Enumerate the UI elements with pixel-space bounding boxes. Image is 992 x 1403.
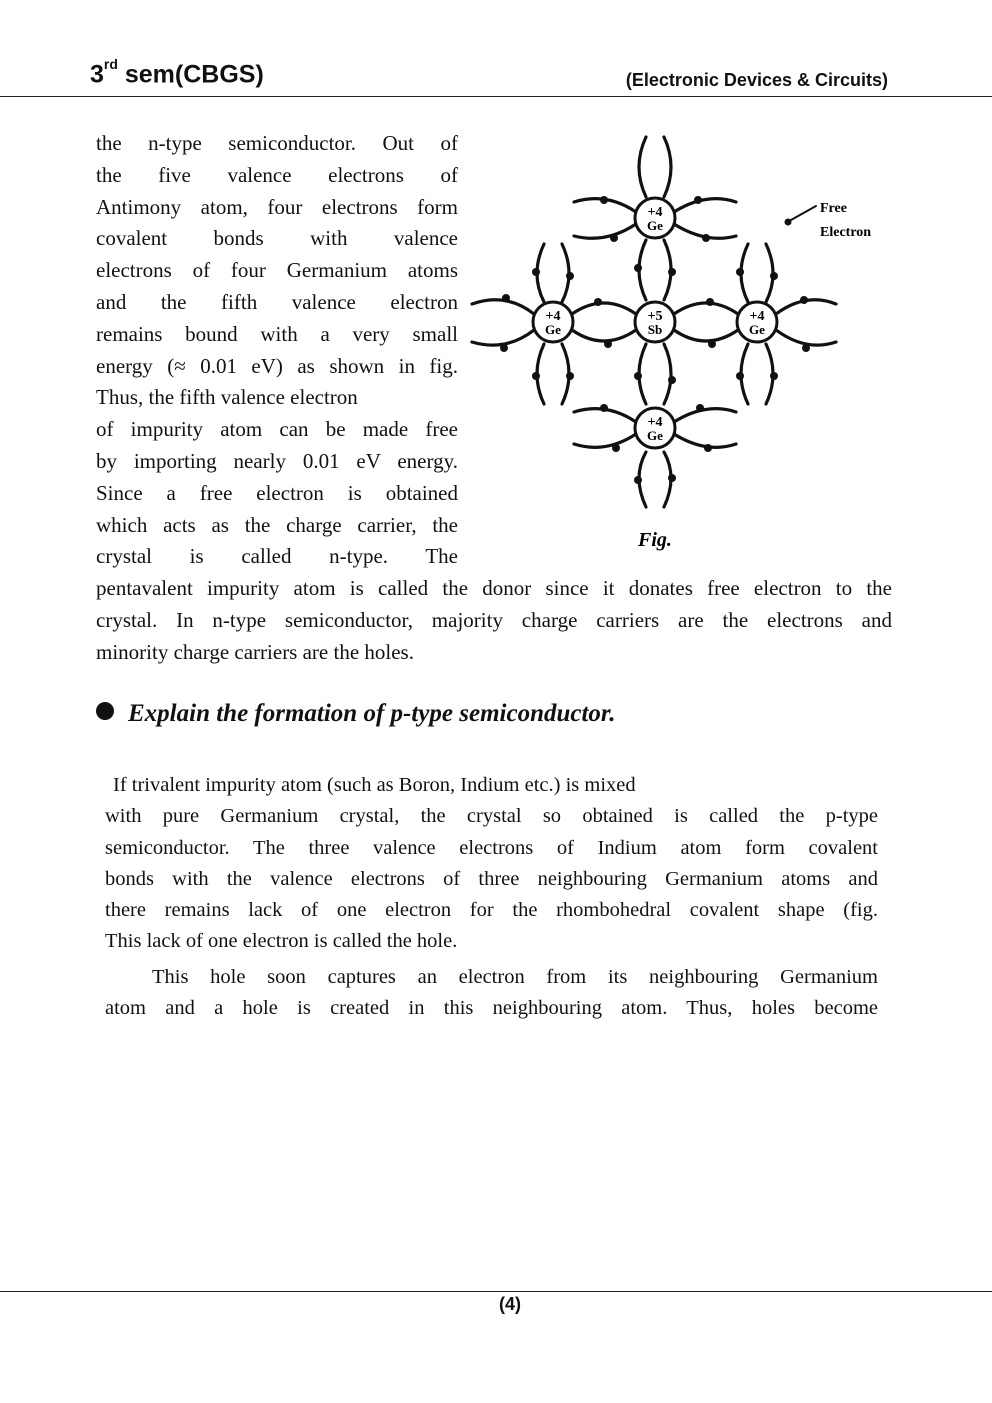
atom-center-symbol: Sb — [647, 322, 663, 337]
text-line: energy (≈ 0.01 eV) as shown in fig. — [96, 353, 458, 378]
text-line: which acts as the charge carrier, the — [96, 512, 458, 537]
atom-bottom-charge: +4 — [647, 415, 663, 430]
text-line: Thus, the fifth valence electron — [96, 385, 358, 410]
ntype-full-text — [96, 573, 892, 668]
free-electron-label-line2: Electron — [820, 225, 872, 240]
text-line: semiconductor. The three valence electrons of Indium atom form covalent — [105, 836, 878, 859]
footer-rule — [0, 1291, 992, 1292]
ptype-paragraph-2 — [105, 962, 878, 1024]
text-line: remains bound with a very small — [96, 321, 458, 346]
text-line: bonds with the valence electrons of three neighbouring Germanium atoms and — [105, 867, 878, 890]
text-line: Since a free electron is obtained — [96, 480, 458, 505]
header-subject: (Electronic Devices & Circuits) — [625, 70, 888, 90]
text-line: This lack of one electron is called the hole. — [105, 930, 458, 953]
text-line: Antimony atom, four electrons form — [96, 194, 458, 219]
atom-right-charge: +4 — [749, 309, 765, 324]
ntype-lattice-figure — [466, 132, 896, 562]
free-electron-label-line1: Free — [820, 201, 847, 216]
text-line: electrons of four Germanium atoms — [96, 258, 458, 283]
text-line: the five valence electrons of — [96, 162, 458, 187]
figure-caption: Fig. — [638, 529, 672, 551]
page-number: (4) — [499, 1294, 521, 1314]
atom-right-symbol: Ge — [749, 322, 765, 337]
text-line: atom and a hole is created in this neighbouring atom. Thus, holes become — [105, 997, 878, 1019]
text-line: If trivalent impurity atom (such as Boron, Indium etc.) is mixed — [113, 774, 636, 796]
ptype-heading: Explain the formation of p-type semiconductor. — [96, 700, 616, 728]
text-line: of impurity atom can be made free — [96, 417, 458, 442]
text-line: by importing nearly 0.01 eV energy. — [96, 448, 458, 473]
text-line: crystal. In n-type semiconductor, majority charge carriers are the electrons and — [96, 607, 892, 632]
text-line: and the fifth valence electron — [96, 289, 458, 314]
text-line: minority charge carriers are the holes. — [96, 639, 414, 664]
text-line: with pure Germanium crystal, the crystal so obtained is called the p-type — [105, 805, 878, 828]
atom-left-symbol: Ge — [545, 322, 561, 337]
atom-top-charge: +4 — [647, 205, 663, 220]
header-rule — [0, 96, 992, 97]
text-line: pentavalent impurity atom is called the donor since it donates free electron to the — [96, 576, 892, 600]
text-line: This hole soon captures an electron from its neighbouring Germanium — [152, 966, 878, 988]
text-line: there remains lack of one electron for the rhombohedral covalent shape (fig. — [105, 899, 878, 922]
header-semester: 3rd sem(CBGS) — [90, 56, 264, 89]
ptype-paragraph-1 — [105, 770, 878, 958]
text-line: covalent bonds with valence — [96, 226, 458, 251]
text-line: crystal is called n-type. The — [96, 544, 458, 569]
atom-center-charge: +5 — [647, 309, 663, 324]
atom-bottom-symbol: Ge — [647, 428, 663, 443]
ntype-column-text — [96, 128, 458, 573]
bullet-icon — [96, 702, 114, 720]
atom-top-symbol: Ge — [647, 218, 663, 233]
atom-left-charge: +4 — [545, 309, 561, 324]
text-line: the n-type semiconductor. Out of — [96, 131, 458, 155]
